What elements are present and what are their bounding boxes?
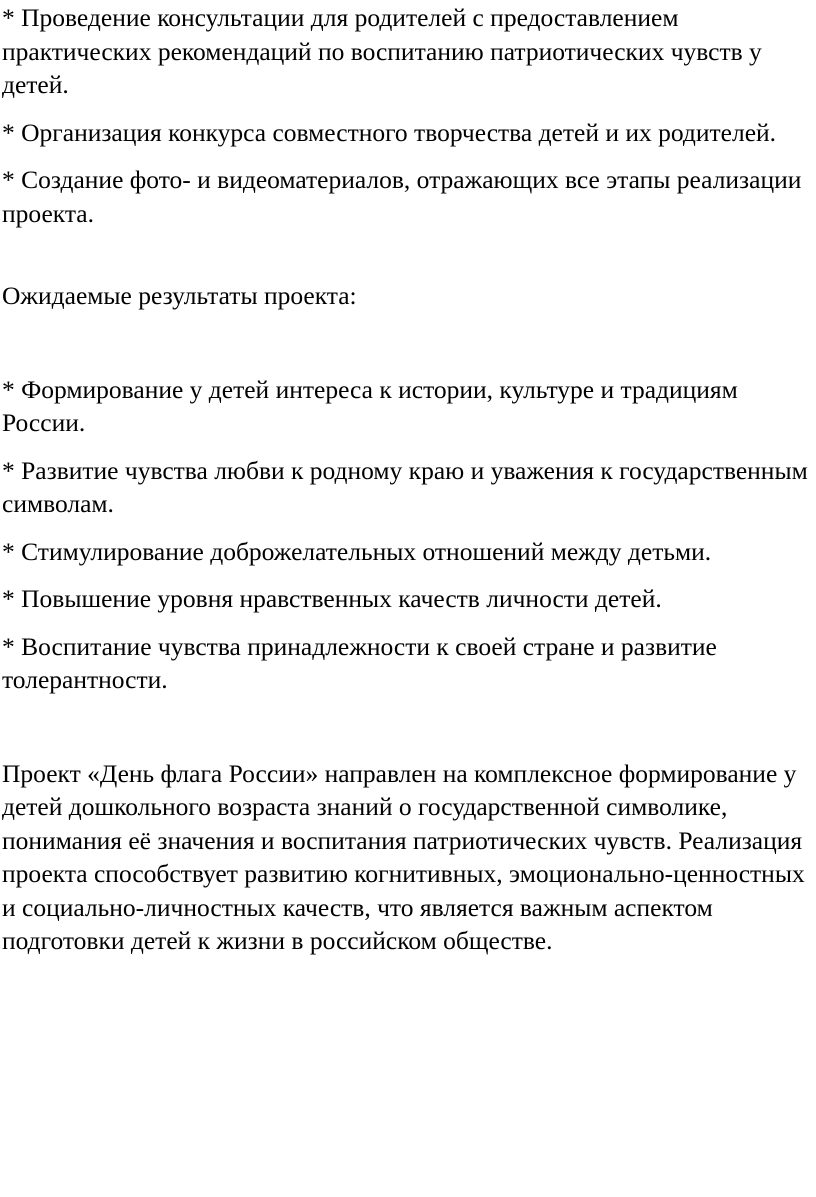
result-item: * Формирование у детей интереса к истории, культуре и традициям России. bbox=[2, 374, 738, 437]
result-item: * Стимулирование доброжелательных отношений между детьми. bbox=[2, 536, 712, 566]
result-item: * Повышение уровня нравственных качеств личности детей. bbox=[2, 584, 662, 613]
conclusion-paragraph: Проект «День флага России» направлен на комплексное формирование у детей дошкольного возраста знаний о государственной символике, понимания её значения и воспитания патриотических чувств. Реализация проекта способствует развитию когнитивных, эмоционально-ценностных и социально-личностных качеств, что является важным аспектом подготовки детей к жизни в российском обществе. bbox=[2, 758, 805, 955]
result-item: * Развитие чувства любви к родному краю и уважения к государственным символам. bbox=[2, 455, 808, 518]
activity-item: * Организация конкурса совместного творчества детей и их родителей. bbox=[2, 117, 777, 147]
activity-item: * Проведение консультации для родителей с предоставлением практических рекомендаций по воспитанию патриотических чувств у детей. bbox=[2, 3, 762, 99]
result-item: * Воспитание чувства принадлежности к своей стране и развитие толерантности. bbox=[2, 631, 717, 694]
activity-item: * Создание фото- и видеоматериалов, отражающих все этапы реализации проекта. bbox=[2, 165, 802, 228]
results-heading: Ожидаемые результаты проекта: bbox=[2, 281, 357, 310]
